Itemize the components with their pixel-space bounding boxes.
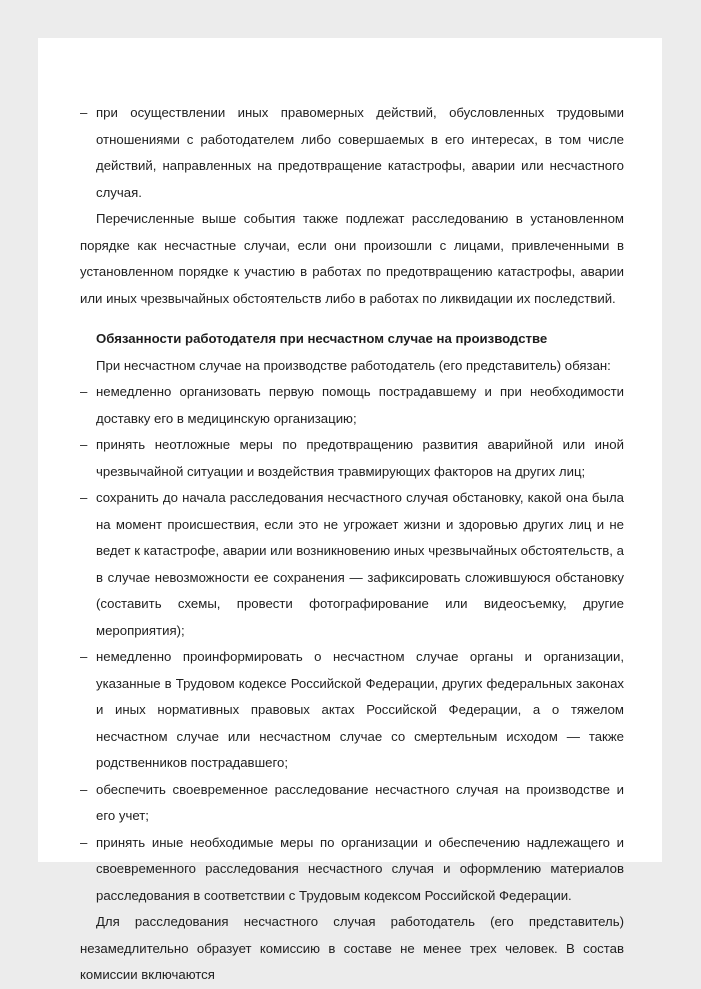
list-dash: – [80,649,88,664]
paragraph-commission: Для расследования несчастного случая работодатель (его представитель) незамедлительно образует комиссию в составе не менее трех человек. В состав комиссии включаются [80,914,624,982]
duty-list-item [80,432,624,485]
duty-list-item [80,644,624,777]
duty-text: сохранить до начала расследования несчастного случая обстановку, какой она была на момент происшествия, если это не угрожает жизни и здоровью других лиц и не ведет к катастрофе, аварии или возникновению иных чрезвычайных обстоятельств, а в случае невозможности ее сохранения — зафиксировать сложившуюся обстановку (составить схемы, провести фотографирование или видеосъемку, другие мероприятия); [96,490,624,638]
duty-text: принять неотложные меры по предотвращению развития аварийной или иной чрезвычайной ситуации и воздействия травмирующих факторов на других лиц; [96,437,624,479]
duty-text: немедленно проинформировать о несчастном случае органы и организации, указанные в Трудовом кодексе Российской Федерации, других федеральных законах и иных нормативных правовых актах Российской Федерации, а о тяжелом несчастном случае или несчастном случае со смертельным исходом — также родственников пострадавшего; [96,649,624,770]
intro-item-text: при осуществлении иных правомерных действий, обусловленных трудовыми отношениями с работодателем либо совершаемых в его интересах, в том числе действий, направленных на предотвращение катастрофы, аварии или несчастного случая. [96,105,624,200]
duty-list-item [80,830,624,910]
document-page [38,38,662,982]
section-heading: Обязанности работодателя при несчастном случае на производстве [96,331,548,346]
list-dash: – [80,437,88,452]
duty-list-item [80,777,624,830]
duty-text: немедленно организовать первую помощь пострадавшему и при необходимости доставку его в медицинскую организацию; [96,384,624,426]
duty-text: обеспечить своевременное расследование несчастного случая на производстве и его учет; [96,781,624,823]
list-dash: – [80,834,88,850]
duty-list-item [80,379,624,432]
duty-list-item [80,485,624,644]
list-dash: – [80,105,88,120]
list-dash: – [80,490,88,505]
paragraph-events: Перечисленные выше события также подлежат расследованию в установленном порядке как несчастные случаи, если они произошли с лицами, привлеченными в установленном порядке к участию в работах по предотвращению катастрофы, аварии или иных чрезвычайных обстоятельств либо в работах по ликвидации их последствий. [80,211,624,306]
intro-list-item [80,100,624,206]
list-dash: – [80,781,88,797]
list-dash: – [80,384,88,399]
duty-text: принять иные необходимые меры по организации и обеспечению надлежащего и своевременного расследования несчастного случая и оформлению материалов расследования в соответствии с Трудовым кодексом Российской Федерации. [96,834,624,903]
document-body [38,100,662,989]
paragraph-obligations-intro: При несчастном случае на производстве работодатель (его представитель) обязан: [96,357,611,373]
